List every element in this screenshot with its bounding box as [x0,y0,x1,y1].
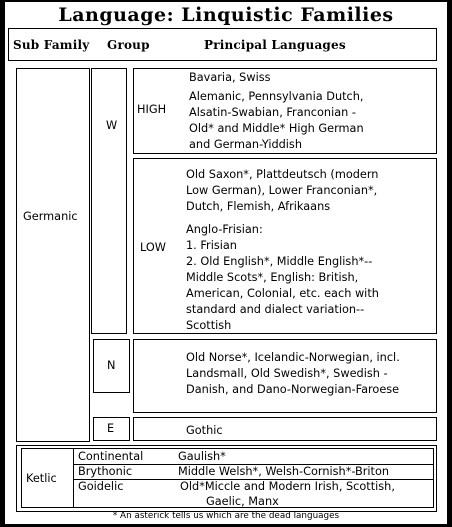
continental-group: Continental [78,450,144,463]
anglo-frisian-line-1: Anglo-Frisian: [186,223,263,236]
east-germanic-box [133,417,437,441]
page-title: Language: Linquistic Families [58,4,394,26]
continental-languages: Gaulish* [178,450,226,463]
anglo-frisian-line-3: 2. Old English*, Middle English*-- [186,255,373,268]
anglo-frisian-line-6: standard and dialect variation-- [186,303,365,316]
group-n-label: N [107,359,116,372]
germanic-subfamily-box [16,68,90,442]
north-germanic-box [133,339,437,413]
low-label: LOW [140,241,166,254]
group-w-box [91,68,127,334]
group-e-box [93,417,130,441]
goidelic-group: Goidelic [78,480,124,493]
low-line-3: Dutch, Flemish, Afrikaans [186,200,331,213]
ketlic-inner-box [21,448,434,508]
language-families-page [5,2,447,524]
group-e-label: E [107,422,115,435]
ketlic-label: Ketlic [26,472,57,485]
header-group: Group [107,38,150,52]
high-line-1: Bavaria, Swiss [189,71,271,84]
group-w-label: W [106,119,118,132]
low-line-1: Old Saxon*, Plattdeutsch (modern [186,168,379,181]
header-sub-family: Sub Family [13,38,90,52]
ketlic-outer-box [16,445,437,512]
header-row [8,28,437,61]
brythonic-group: Brythonic [78,465,133,478]
low-line-2: Low German), Lower Franconian*, [186,184,378,197]
dead-languages-footnote: * An asterick tells us which are the dead languages [112,511,340,521]
germanic-label: Germanic [23,210,78,223]
high-line-5: and German-Yiddish [189,138,302,151]
header-principal-languages: Principal Languages [204,38,346,52]
high-line-2: Alemanic, Pennsylvania Dutch, [189,90,364,103]
high-label: HIGH [137,103,167,116]
anglo-frisian-line-5: American, Colonial, etc. each with [186,287,379,300]
low-german-box [133,158,437,334]
anglo-frisian-line-7: Scottish [186,319,232,332]
anglo-frisian-line-2: 1. Frisian [186,239,237,252]
north-line-3: Danish, and Dano-Norwegian-Faroese [186,383,400,396]
high-german-box [133,68,437,154]
north-line-2: Landsmall, Old Swedish*, Swedish - [186,367,388,380]
anglo-frisian-line-4: Middle Scots*, English: British, [186,271,359,284]
high-line-4: Old* and Middle* High German [189,122,364,135]
gothic-text: Gothic [186,424,223,437]
brythonic-languages: Middle Welsh*, Welsh-Cornish*-Briton [178,465,390,478]
north-line-1: Old Norse*, Icelandic-Norwegian, incl. [186,351,400,364]
high-line-3: Alsatin-Swabian, Franconian - [189,106,356,119]
ketlic-divider-vertical [73,449,74,507]
goidelic-languages-line-2: Gaelic, Manx [206,495,279,508]
goidelic-languages-line-1: Old*Miccle and Modern Irish, Scottish, [180,480,395,493]
group-n-box [93,339,130,393]
